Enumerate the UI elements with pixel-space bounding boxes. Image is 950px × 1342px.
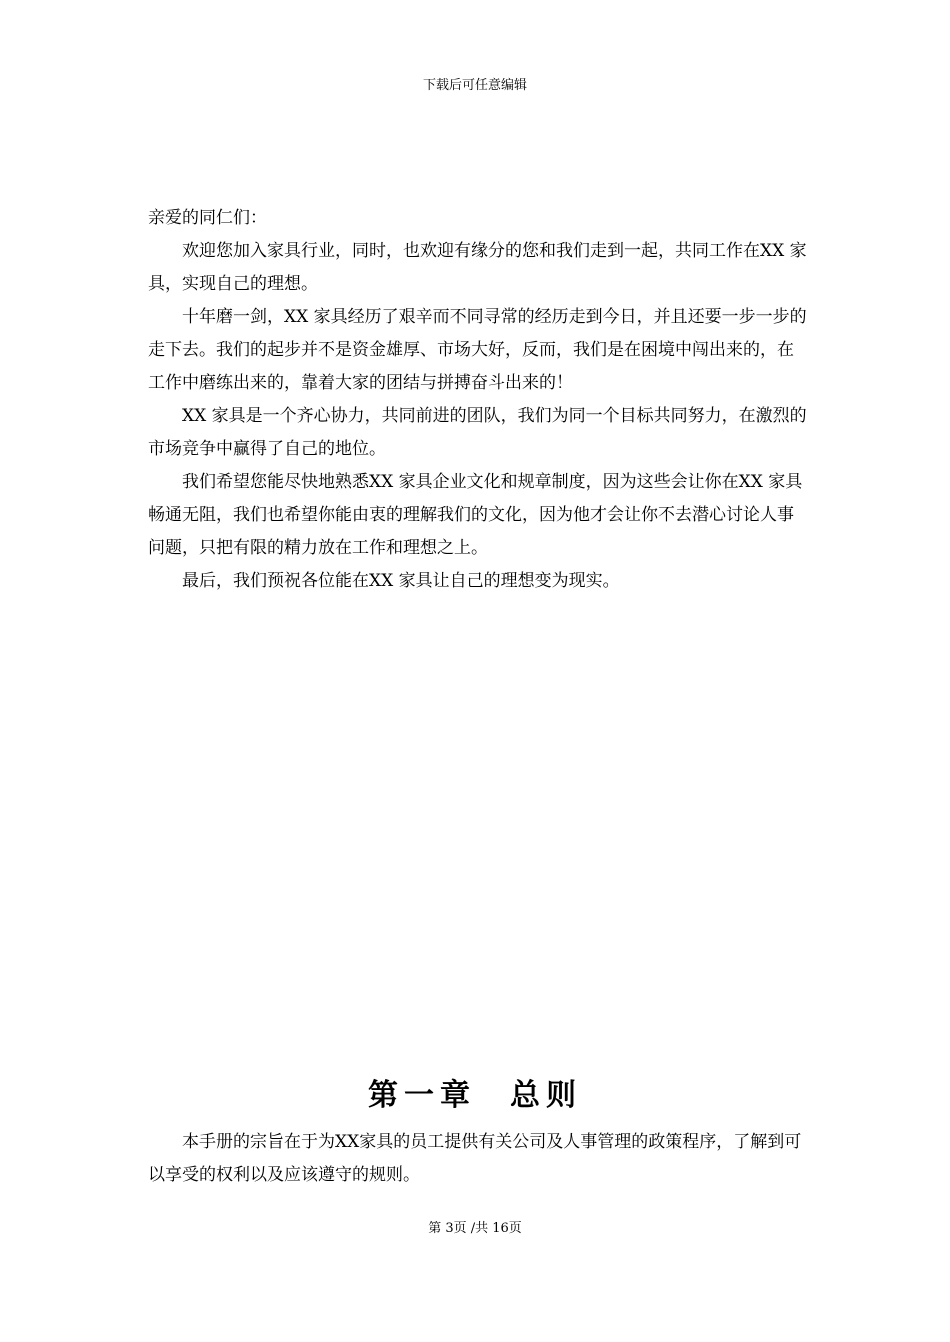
letter-paragraph: 欢迎您加入家具行业，同时，也欢迎有缘分的您和我们走到一起，共同工作在XX 家具，实现自己的理想。 xyxy=(148,241,807,294)
letter-paragraph: 我们希望您能尽快地熟悉XX 家具企业文化和规章制度，因为这些会让你在XX 家具畅通无阻，我们也希望你能由衷的理解我们的文化，因为他才会让你不去潜心讨论人事问题，只把有限的精力放在工作和理想之上。 xyxy=(148,472,803,558)
chapter-number: 第一章 xyxy=(368,1078,476,1113)
chapter-heading xyxy=(0,1072,950,1120)
chapter-paragraph: 本手册的宗旨在于为XX家具的员工提供有关公司及人事管理的政策程序，了解到可以享受的权利以及应该遵守的规则。 xyxy=(148,1132,802,1185)
chapter-title: 总则 xyxy=(510,1078,582,1113)
page-header: 下载后可任意编辑 xyxy=(422,78,527,93)
chapter-body xyxy=(148,1126,808,1192)
letter-paragraph: 最后，我们预祝各位能在XX 家具让自己的理想变为现实。 xyxy=(182,571,620,591)
letter-paragraph: 十年磨一剑，XX 家具经历了艰辛而不同寻常的经历走到今日，并且还要一步一步的走下去。我们的起步并不是资金雄厚、市场大好，反而，我们是在困境中闯出来的，在工作中磨练出来的，靠着大家的团结与拼搏奋斗出来的！ xyxy=(148,307,807,393)
page-footer: 第 3页 /共 16页 xyxy=(428,1221,522,1236)
letter-paragraph: XX 家具是一个齐心协力，共同前进的团队，我们为同一个目标共同努力，在激烈的市场竞争中赢得了自己的地位。 xyxy=(148,406,807,459)
welcome-letter xyxy=(148,202,808,598)
letter-salutation: 亲爱的同仁们： xyxy=(148,208,267,228)
